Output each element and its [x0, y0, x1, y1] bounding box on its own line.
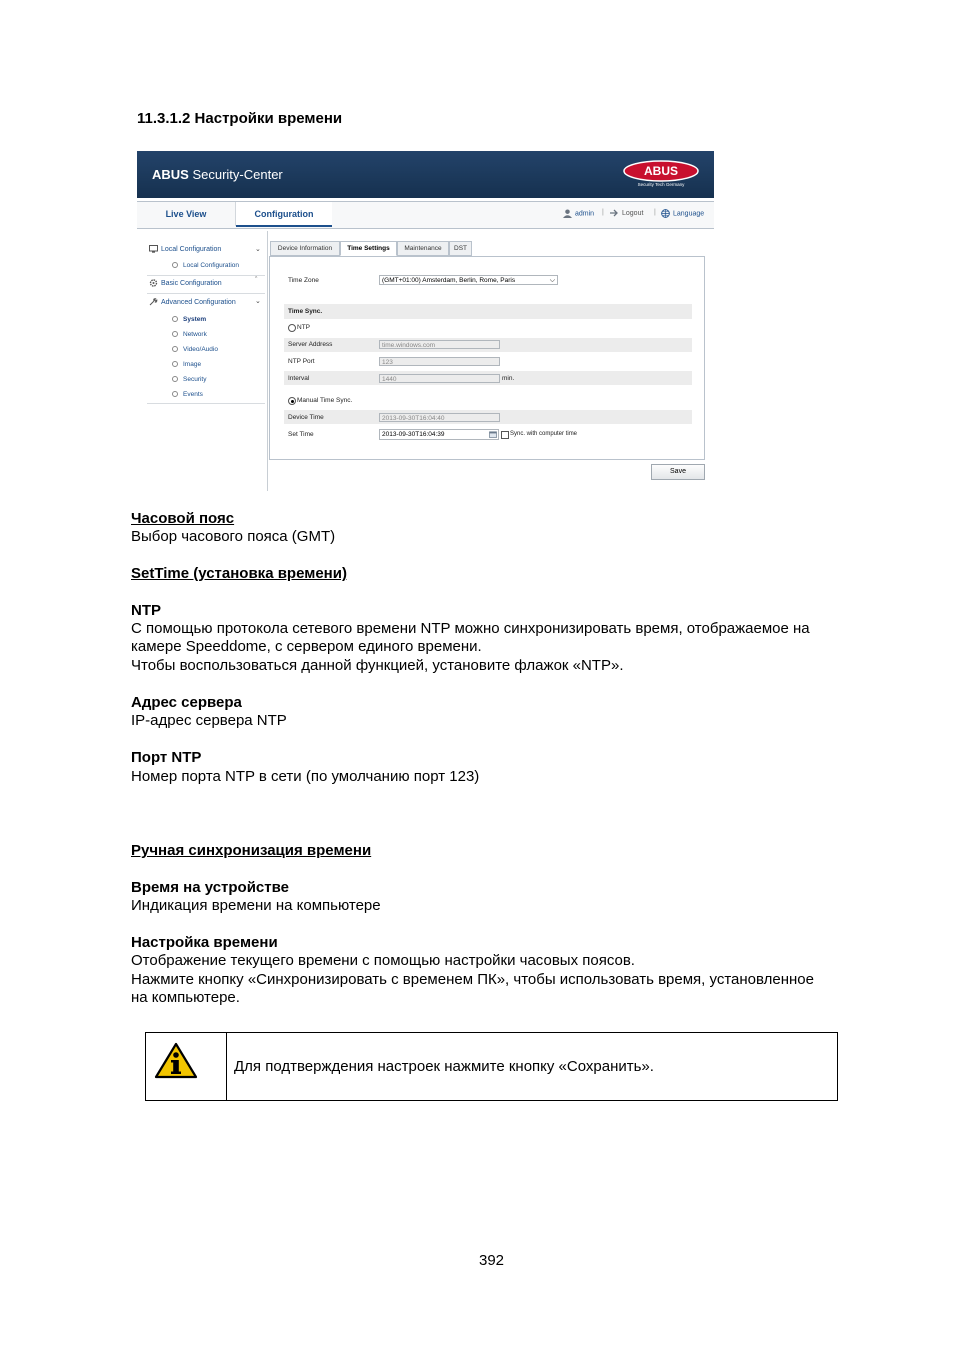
settime-heading: SetTime (установка времени): [131, 565, 347, 582]
manual-heading: Ручная синхронизация времени: [131, 842, 372, 859]
chevron-up-icon[interactable]: ˆ: [255, 277, 258, 284]
svg-text:ABUS: ABUS: [643, 164, 679, 178]
ntp-label: NTP: [297, 324, 310, 331]
time-settings-panel: [269, 256, 705, 460]
manual-sync-radio[interactable]: [288, 397, 296, 405]
sync-pc-checkbox[interactable]: [501, 431, 509, 439]
abus-logo-icon: [622, 160, 700, 188]
device-time-input[interactable]: 2013-09-30T16:04:40: [379, 413, 500, 422]
tab-dst[interactable]: DST: [449, 241, 472, 256]
page-number: 392: [479, 1252, 505, 1269]
set-time-text-2: Нажмите кнопку «Синхронизировать с временем ПК», чтобы использовать время, установленное: [131, 971, 814, 988]
warning-info-icon: [154, 1042, 198, 1080]
interval-input[interactable]: 1440: [379, 374, 500, 383]
chevron-down-icon: ⌵: [549, 277, 555, 284]
tab-configuration[interactable]: Configuration: [236, 202, 332, 227]
logout-link[interactable]: Logout: [609, 209, 643, 217]
tz-text: Выбор часового пояса (GMT): [131, 528, 336, 545]
server-heading: Адрес сервера: [131, 694, 242, 711]
sidebar-divider: [147, 403, 265, 404]
sidebar-item-security[interactable]: Security: [172, 376, 206, 383]
server-text: IP-адрес сервера NTP: [131, 712, 287, 729]
save-button[interactable]: Save: [651, 464, 705, 480]
nav-divider: |: [654, 209, 656, 216]
admin-link[interactable]: admin: [563, 209, 594, 218]
sidebar-basic-config[interactable]: Basic Configuration: [149, 279, 222, 287]
manual-sync-label: Manual Time Sync.: [297, 397, 353, 404]
chevron-down-icon[interactable]: ⌄: [255, 246, 261, 253]
ntp-port-input[interactable]: 123: [379, 357, 500, 366]
time-zone-select[interactable]: (GMT+01:00) Amsterdam, Berlin, Rome, Paris ⌵: [379, 275, 558, 285]
ntp-text-1: С помощью протокола сетевого времени NTP можно синхронизировать время, отображаемое на: [131, 620, 810, 637]
nav-divider: |: [602, 209, 604, 216]
monitor-icon: [149, 245, 158, 253]
ntp-radio[interactable]: [288, 324, 296, 332]
time-sync-heading: Time Sync.: [288, 308, 323, 315]
gear-icon: [149, 279, 158, 287]
sync-pc-label: Sync. with computer time: [510, 431, 578, 437]
set-time-text-1: Отображение текущего времени с помощью настройки часовых поясов.: [131, 952, 635, 969]
sidebar-item-events[interactable]: Events: [172, 391, 203, 398]
sidebar-item-system[interactable]: System: [172, 316, 206, 323]
sidebar-item-image[interactable]: Image: [172, 361, 201, 368]
config-sidebar: [137, 231, 268, 491]
set-time-text-3: на компьютере.: [131, 989, 240, 1006]
sidebar-divider: [147, 293, 265, 294]
language-link[interactable]: Language: [661, 209, 704, 218]
port-text: Номер порта NTP в сети (по умолчанию порт 123): [131, 768, 480, 785]
logout-icon: [609, 209, 619, 217]
app-header: [137, 151, 714, 198]
info-box: [145, 1032, 838, 1101]
section-title: 11.3.1.2 Настройки времени: [137, 110, 343, 127]
info-text: Для подтверждения настроек нажмите кнопку «Сохранить».: [234, 1058, 654, 1075]
app-title: ABUS Security-Center: [152, 167, 283, 182]
set-time-label: Set Time: [288, 431, 314, 438]
tab-maintenance[interactable]: Maintenance: [397, 241, 449, 256]
interval-label: Interval: [288, 375, 310, 382]
time-sync-header-bg: [284, 304, 692, 319]
sidebar-item-local-config[interactable]: Local Configuration: [172, 262, 239, 269]
web-ui-screenshot: [137, 151, 714, 491]
set-time-heading: Настройка времени: [131, 934, 278, 951]
device-time-text: Индикация времени на компьютере: [131, 897, 381, 914]
user-icon: [563, 209, 572, 218]
device-time-heading: Время на устройстве: [131, 879, 289, 896]
sidebar-item-video-audio[interactable]: Video/Audio: [172, 346, 218, 353]
set-time-input[interactable]: 2013-09-30T16:04:39: [379, 429, 499, 440]
sidebar-local-config[interactable]: Local Configuration: [149, 245, 221, 253]
wrench-icon: [149, 298, 158, 306]
tz-heading: Часовой пояс: [131, 510, 235, 527]
server-address-input[interactable]: time.windows.com: [379, 340, 500, 349]
ntp-text-2: камере Speeddome, с сервером единого времени.: [131, 638, 482, 655]
interval-unit: min.: [502, 375, 515, 382]
device-time-label: Device Time: [288, 414, 324, 421]
tab-device-information[interactable]: Device Information: [270, 241, 340, 256]
ntp-port-label: NTP Port: [288, 358, 315, 365]
main-nav: [137, 201, 714, 229]
calendar-icon[interactable]: [489, 431, 497, 438]
sidebar-item-network[interactable]: Network: [172, 331, 207, 338]
tab-time-settings[interactable]: Time Settings: [340, 241, 397, 256]
ntp-heading: NTP: [131, 602, 161, 619]
ntp-text-3: Чтобы воспользоваться данной функцией, установите флажок «NTP».: [131, 657, 624, 674]
sidebar-advanced-config[interactable]: Advanced Configuration: [149, 298, 236, 306]
server-address-label: Server Address: [288, 341, 333, 348]
time-zone-label: Time Zone: [288, 277, 319, 284]
chevron-down-icon[interactable]: ⌄: [255, 298, 261, 305]
tab-live-view[interactable]: Live View: [137, 202, 236, 226]
sidebar-divider: [147, 275, 265, 276]
svg-text:Security Tech Germany: Security Tech Germany: [637, 182, 685, 187]
info-icon-cell: [146, 1033, 227, 1100]
port-heading: Порт NTP: [131, 749, 202, 766]
globe-icon: [661, 209, 670, 218]
